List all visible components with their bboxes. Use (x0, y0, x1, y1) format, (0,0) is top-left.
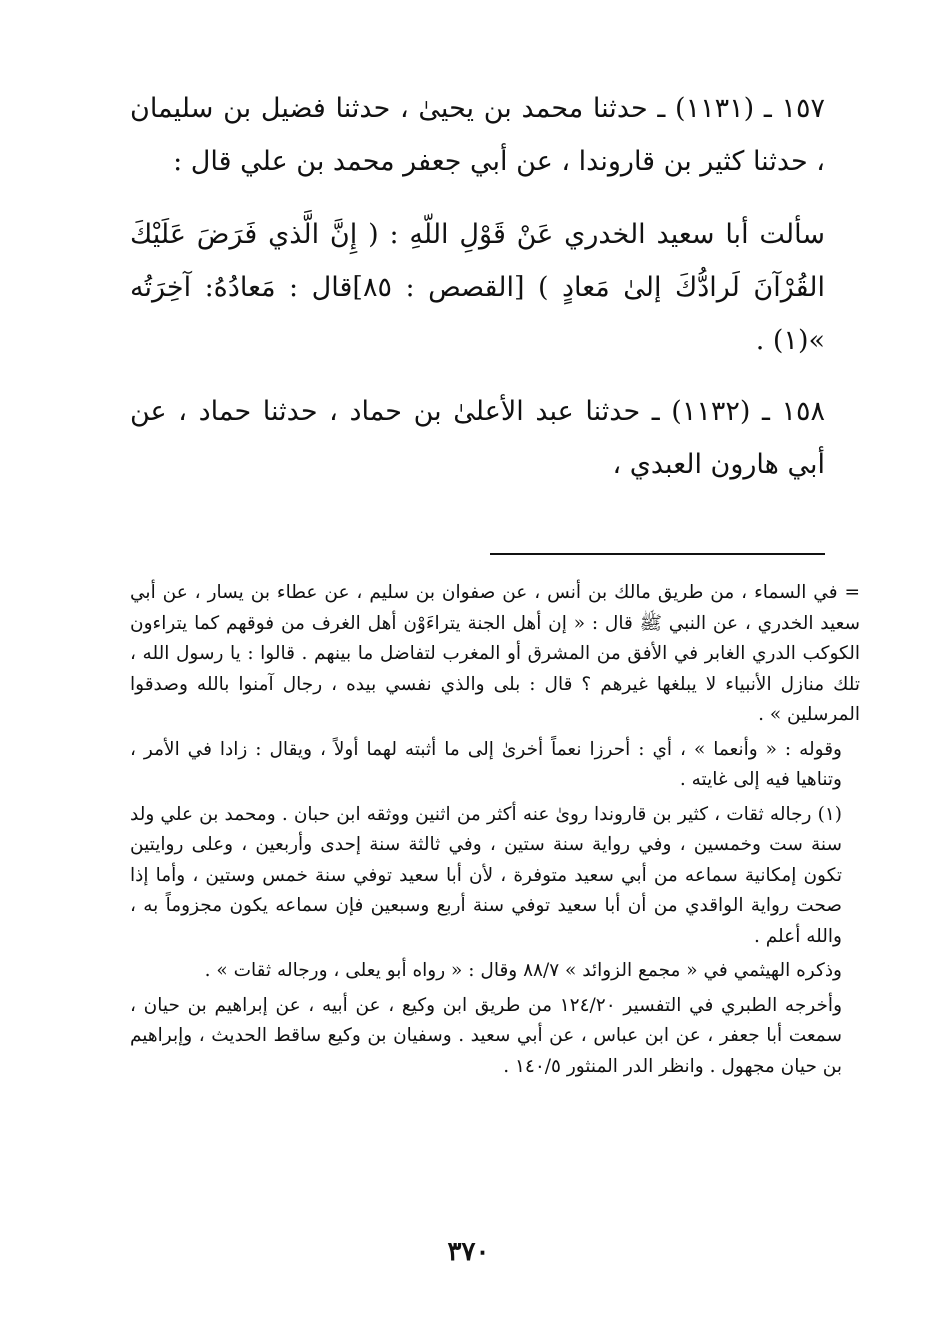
footnote-haythami: وذكره الهيثمي في « مجمع الزوائد » ٨٨/٧ وقال : « رواه أبو يعلى ، ورجاله ثقات » . (204, 960, 842, 981)
page-number: ٣٧٠ (447, 1237, 490, 1267)
hadith-158: ١٥٨ ـ (١١٣٢) ـ حدثنا عبد الأعلىٰ بن حماد ، حدثنا حماد ، عن أبي هارون العبدي ، (130, 396, 826, 480)
main-text (130, 82, 825, 491)
footnotes (130, 578, 860, 1086)
hadith-157-matn: سألت أبا سعيد الخدري عَنْ قَوْلِ اللّهِ : ( إِنَّ الَّذي فَرَضَ عَلَيْكَ القُرْآنَ لَرادُّكَ إلىٰ مَعادٍ ) [القصص : ٨٥]قال : مَعادُهُ: آخِرَتُه »(١) . (130, 219, 825, 356)
footnote-1: (١) رجاله ثقات ، كثير بن قاروندا روىٰ عنه أكثر من اثنين ووثقه ابن حبان . ومحمد بن علي ولد سنة ست وخمسين ، وفي رواية سنة ستين ، وفي ثالثة سنة إحدى وأربعين ، وعلى روايتين تكون إمكانية سماعه من أبي سعيد متوفرة ، لأن أبا سعيد توفي سنة خمس وستين ، وأما إذا صحت رواية الواقدي من أن أبا سعيد توفي سنة أربع وسبعين فإن سماعه يكون مجزوماً به ، والله أعلم . (130, 803, 842, 947)
hadith-157: ١٥٧ ـ (١١٣١) ـ حدثنا محمد بن يحيىٰ ، حدثنا فضيل بن سليمان ، حدثنا كثير بن قاروندا ، عن أبي جعفر محمد بن علي قال : (130, 93, 825, 177)
footnote-separator (490, 553, 825, 555)
footnote-explanation: وقوله : « وأنعما » ، أي : أحرزا نعماً أخرىٰ إلى ما أثبته لهما أولاً ، ويقال : زادا في الأمر ، وتناهيا فيه إلى غايته . (130, 738, 842, 790)
footnote-tabari: وأخرجه الطبري في التفسير ١٢٤/٢٠ من طريق ابن وكيع ، عن أبيه ، عن إبراهيم بن حيان ، سمعت أبا جعفر ، عن ابن عباس ، عن أبي سعيد . وسفيان بن وكيع ساقط الحديث ، وإبراهيم بن حيان مجهول . وانظر الدر المنثور ١٤٠/٥ . (130, 994, 843, 1077)
footnote-continuation: = في السماء ، من طريق مالك بن أنس ، عن صفوان بن سليم ، عن عطاء بن يسار ، عن أبي سعيد الخدري ، عن النبي ﷺ قال : « إن أهل الجنة يتراءَوْن أهل الغرف من فوقهم كما يتراءون الكوكب الدري الغابر في الأفق من المشرق أو المغرب لتفاضل ما بينهم . قالوا : يا رسول الله ، تلك منازل الأنبياء لا يبلغها غيرهم ؟ قال : بلى والذي نفسي بيده ، رجال آمنوا بالله وصدقوا المرسلين » . (130, 582, 860, 725)
